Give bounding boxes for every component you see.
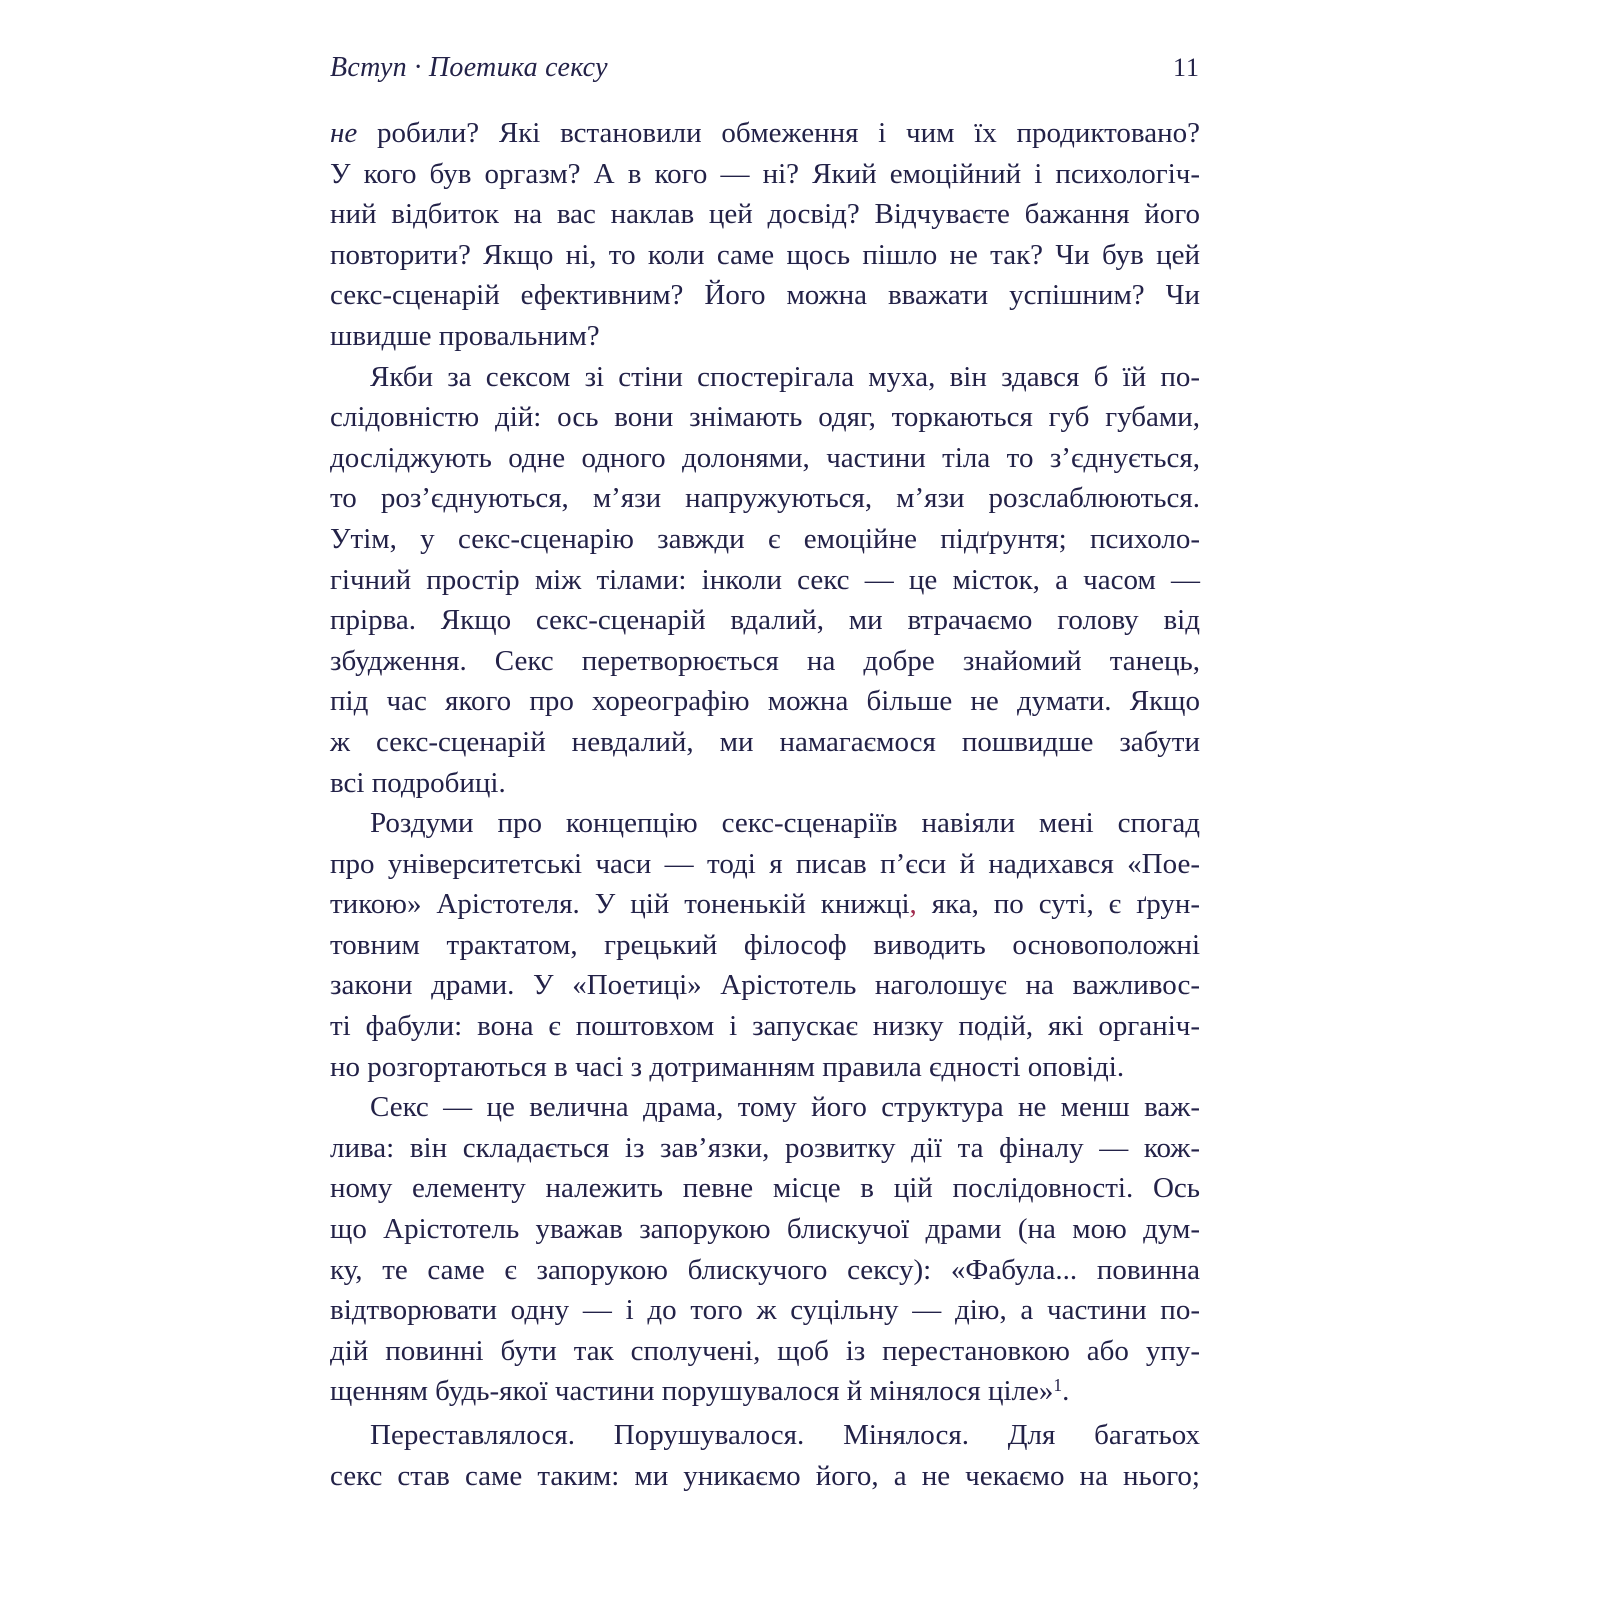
text-line: [330, 1331, 1200, 1372]
text-segment: У кого був оргазм? А в кого — ні? Який емоційний і психологіч-: [330, 157, 1200, 190]
text-segment: ний відбиток на вас наклав цей досвід? Відчуваєте бажання його: [330, 198, 1200, 231]
text-line: [330, 1128, 1200, 1169]
text-line: [330, 1006, 1200, 1047]
text-segment: дій повинні бути так сполучені, щоб із перестановкою або упу-: [330, 1334, 1200, 1367]
text-segment: закони драми. У «Поетиці» Арістотель наголошує на важливос-: [330, 969, 1200, 1002]
text-segment: секс-сценарій ефективним? Його можна вважати успішним? Чи: [330, 279, 1200, 312]
text-line: [330, 1415, 1200, 1456]
text-block: [330, 113, 1200, 1496]
text-segment: лива: він складається із зав’язки, розвитку дії та фіналу — кож-: [330, 1131, 1200, 1164]
text-segment: ,: [909, 888, 917, 921]
text-segment: гічний простір між тілами: інколи секс — це місток, а часом —: [330, 563, 1200, 596]
text-line: [330, 1371, 1200, 1415]
text-line: [330, 1168, 1200, 1209]
text-line: [330, 397, 1200, 438]
text-line: [330, 275, 1200, 316]
text-line: [330, 154, 1200, 195]
text-segment: прірва. Якщо секс-сценарій вдалий, ми втрачаємо голову від: [330, 604, 1200, 637]
text-segment: Якби за сексом зі стіни спостерігала муха, він здався б їй по-: [370, 360, 1200, 393]
text-segment: Роздуми про концепцію секс-сценаріїв навіяли мені спогад: [370, 807, 1200, 840]
text-segment: збудження. Секс перетворюється на добре знайомий танець,: [330, 644, 1200, 677]
text-segment: щенням будь-якої частини порушувалося й мінялося ціле»: [330, 1375, 1054, 1408]
text-line: [330, 884, 1200, 925]
text-line: [330, 641, 1200, 682]
text-line: [330, 478, 1200, 519]
text-segment: що Арістотель уважав запорукою блискучої драми (на мою дум-: [330, 1213, 1200, 1246]
text-line: [330, 1047, 1200, 1088]
footnote-marker: 1: [1053, 1374, 1063, 1395]
running-head: [330, 52, 1200, 84]
text-line: [330, 965, 1200, 1006]
text-line: [330, 519, 1200, 560]
text-line: [330, 194, 1200, 235]
text-segment: тикою» Арістотеля. У цій тоненькій книжці: [330, 888, 910, 921]
text-segment: не: [330, 117, 377, 149]
text-segment: досліджують одне одного долонями, частини тіла то з’єднується,: [330, 441, 1200, 474]
text-segment: Утім, у секс-сценарію завжди є емоційне підґрунтя; психоло-: [330, 522, 1200, 555]
text-line: [330, 763, 1200, 804]
page-number: 11: [1172, 53, 1200, 82]
text-segment: .: [1062, 1375, 1070, 1408]
text-segment: яка, по суті, є ґрун-: [916, 888, 1200, 921]
text-segment: ному елементу належить певне місце в цій послідовності. Ось: [330, 1172, 1200, 1205]
text-line: [330, 925, 1200, 966]
text-line: [330, 235, 1200, 276]
text-line: [330, 844, 1200, 885]
text-line: [330, 357, 1200, 398]
running-title: Вступ · Поетика сексу: [330, 52, 608, 83]
text-line: [330, 1250, 1200, 1291]
text-segment: слідовністю дій: ось вони знімають одяг, торкаються губ губами,: [330, 401, 1200, 434]
text-line: [330, 1290, 1200, 1331]
text-segment: про університетські часи — тоді я писав п’єси й надихався «Пое-: [330, 847, 1200, 880]
text-line: [330, 1087, 1200, 1128]
text-segment: ку, те саме є запорукою блискучого сексу): «Фабула... повинна: [330, 1253, 1200, 1286]
text-segment: ті фабули: вона є поштовхом і запускає низку подій, які органіч-: [330, 1010, 1200, 1043]
text-segment: секс став саме таким: ми уникаємо його, а не чекаємо на нього;: [330, 1459, 1200, 1492]
text-line: [330, 600, 1200, 641]
text-segment: відтворювати одну — і до того ж суцільну — дію, а частини по-: [330, 1294, 1200, 1327]
text-segment: товним трактатом, грецький філософ виводить основоположні: [330, 928, 1200, 961]
text-line: [330, 560, 1200, 601]
text-segment: ж секс-сценарій невдалий, ми намагаємося пошвидше забути: [330, 725, 1200, 758]
text-line: [330, 722, 1200, 763]
text-segment: під час якого про хореографію можна більше не думати. Якщо: [330, 685, 1200, 718]
text-segment: всі подробиці.: [330, 766, 506, 799]
text-segment: Переставлялося. Порушувалося. Мінялося. Для багатьох: [370, 1419, 1200, 1451]
text-segment: робили? Які встановили обмеження і чим їх продиктовано?: [377, 117, 1200, 149]
text-segment: Секс — це велична драма, тому його структура не менш важ-: [370, 1091, 1200, 1124]
text-line: [330, 438, 1200, 479]
text-segment: но розгортаються в часі з дотриманням правила єдності оповіді.: [330, 1050, 1125, 1083]
text-line: [330, 113, 1200, 154]
text-line: [330, 803, 1200, 844]
text-line: [330, 681, 1200, 722]
text-segment: швидше провальним?: [330, 319, 600, 352]
text-segment: повторити? Якщо ні, то коли саме щось пішло не так? Чи був цей: [330, 238, 1200, 271]
text-line: [330, 1209, 1200, 1250]
text-segment: то роз’єднуються, м’язи напружуються, м’язи розслаблюються.: [330, 482, 1200, 515]
text-line: [330, 316, 1200, 357]
text-line: [330, 1456, 1200, 1497]
